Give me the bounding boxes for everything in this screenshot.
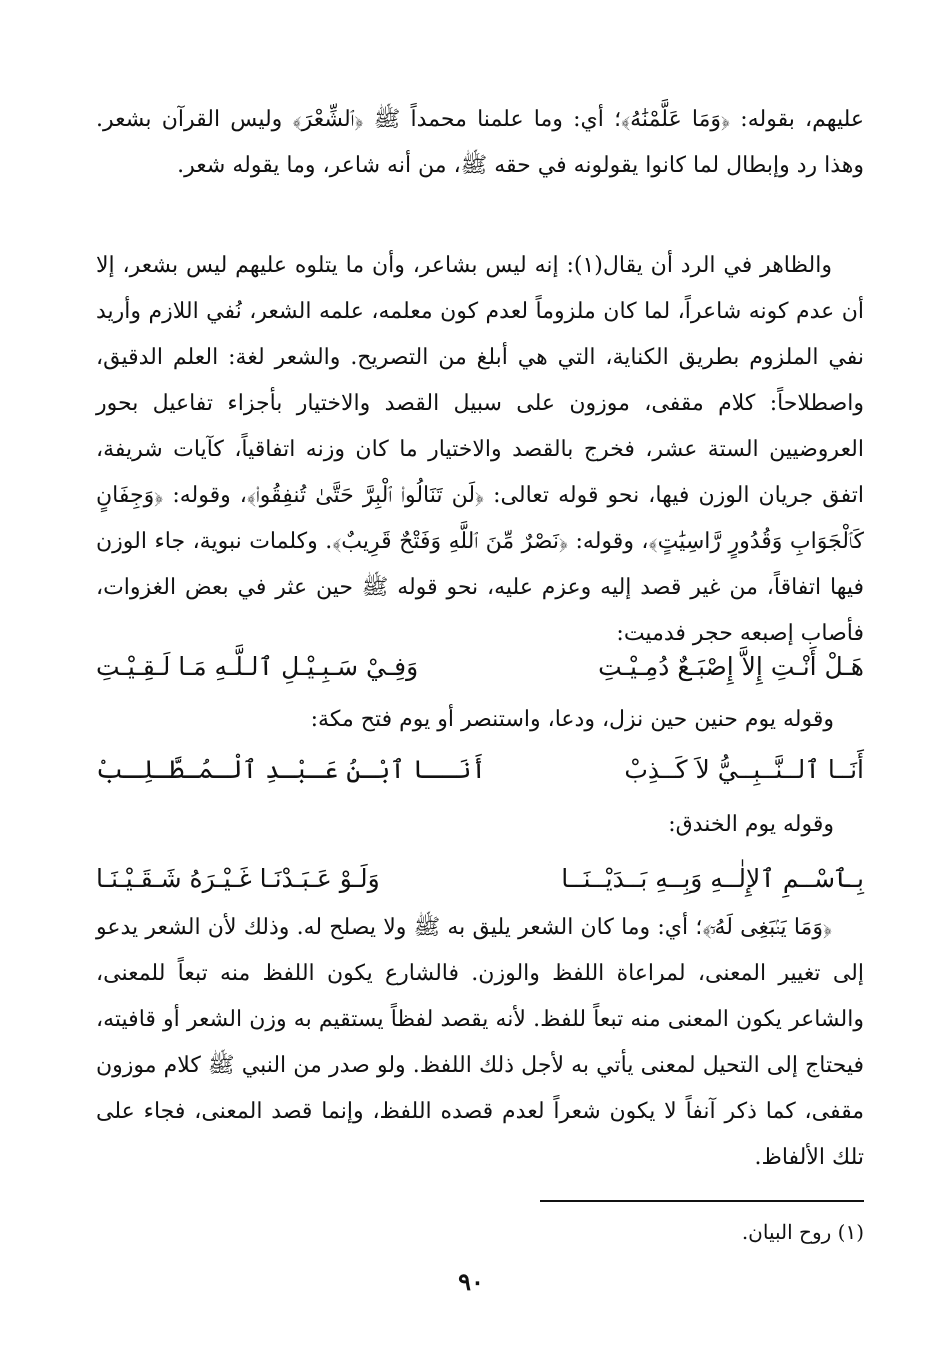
verse-intro-khandaq: وقوله يوم الخندق:	[668, 812, 834, 837]
verse-first-hemistich: بِـٱسْــمِ ٱلإِلٰــهِ وَبِــهِ بَــدَيْــنَــا	[561, 864, 864, 893]
paragraph-poetry-definition	[96, 243, 864, 657]
paragraph-continuation	[96, 97, 864, 189]
verse-2	[96, 748, 864, 792]
verse-first-hemistich: أَنَــا ٱلــنَّــبِــيُّ لاَ كَــذِبْ	[624, 755, 864, 784]
paragraph-text: ﴿وَمَا يَنۢبَغِى لَهُۥٓ﴾؛ أي: وما كان الشعر يليق به ﷺ ولا يصلح له. وذلك لأن الشعر يدعو إلى تغيير المعنى، لمراعاة اللفظ والوزن. فالشارع يكون اللفظ منه تبعاً للمعنى، والشاعر يكون المعنى منه تبعاً للفظ. لأنه يقصد لفظاً يستقيم به وزن الشعر أو قافيته، فيحتاج إلى التحيل لمعنى يأتي به لأجل ذلك اللفظ. ولو صدر من النبي ﷺ كلام موزون مقفى، كما ذكر آنفاً لا يكون شعراً لعدم قصده اللفظ، وإنما قصد المعنى، فجاء على تلك الألفاظ.	[96, 915, 864, 1170]
paragraph-text: عليهم، بقوله: ﴿وَمَا عَلَّمْنَٰهُ﴾؛ أي: وما علمنا محمداً ﷺ ﴿ٱلشِّعْرَ﴾ وليس القرآن بشعر. وهذا رد وإبطال لما كانوا يقولونه في حقه ﷺ، من أنه شاعر، وما يقوله شعر.	[96, 107, 864, 178]
paragraph-text: والظاهر في الرد أن يقال(١): إنه ليس بشاعر، وأن ما يتلوه عليهم ليس بشعر، إلا أن عدم كونه شاعراً، لما كان ملزوماً لعدم كون معلمه، علمه الشعر، نُفي اللازم وأريد نفي الملزوم بطريق الكناية، التي هي أبلغ من التصريح. والشعر لغة: العلم الدقيق، واصطلاحاً: كلام مقفى، موزون على سبيل القصد والاختيار بأجزاء تفاعيل بحور العروضيين الستة عشر، فخرج بالقصد والاختيار ما كان وزنه اتفاقياً، كآيات شريفة، اتفق جريان الوزن فيها، نحو قوله تعالى: ﴿لَن تَنَالُوا۟ ٱلْبِرَّ حَتَّىٰ تُنفِقُوا۟﴾، وقوله: ﴿وَجِفَانٍ كَٱلْجَوَابِ وَقُدُورٍ رَّاسِيَٰتٍ﴾، وقوله: ﴿نَصْرٌ مِّنَ ٱللَّهِ وَفَتْحٌ قَرِيبٌ﴾. وكلمات نبوية، جاء الوزن فيها اتفاقاً، من غير قصد إليه وعزم عليه، نحو قوله ﷺ حين عثر في بعض الغزوات، فأصاب إصبعه حجر فدميت:	[96, 253, 864, 646]
verse-1	[96, 645, 864, 689]
verse-3	[96, 857, 864, 901]
verse-second-hemistich: وَلَـوْ عَـبَـدْنَـا غَـيْـرَهُ شَـقَـيْـنَـا	[96, 864, 380, 893]
verse-second-hemistich: أَنَــا ٱبْـنُ عَـبْـدِ ٱلْـمُـطَّـلِـبْ	[96, 755, 487, 784]
footnote-separator	[540, 1200, 864, 1202]
verse-first-hemistich: هَـلْ أَنْـتِ إِلاَّ إِصْبَـعٌ دُمِـيْـتِ	[598, 652, 864, 681]
verse-intro-hunayn: وقوله يوم حنين حين نزل، ودعا، واستنصر أو يوم فتح مكة:	[310, 707, 834, 732]
page-number: ٩٠	[458, 1267, 484, 1296]
footnote: (١) روح البيان.	[741, 1220, 864, 1244]
paragraph-explanation	[96, 905, 864, 1181]
verse-second-hemistich: وَفِـيْ سَـبِـيْـلِ ٱلـلَّـهِ مَـا لَـقِـيْـتِ	[96, 652, 419, 681]
